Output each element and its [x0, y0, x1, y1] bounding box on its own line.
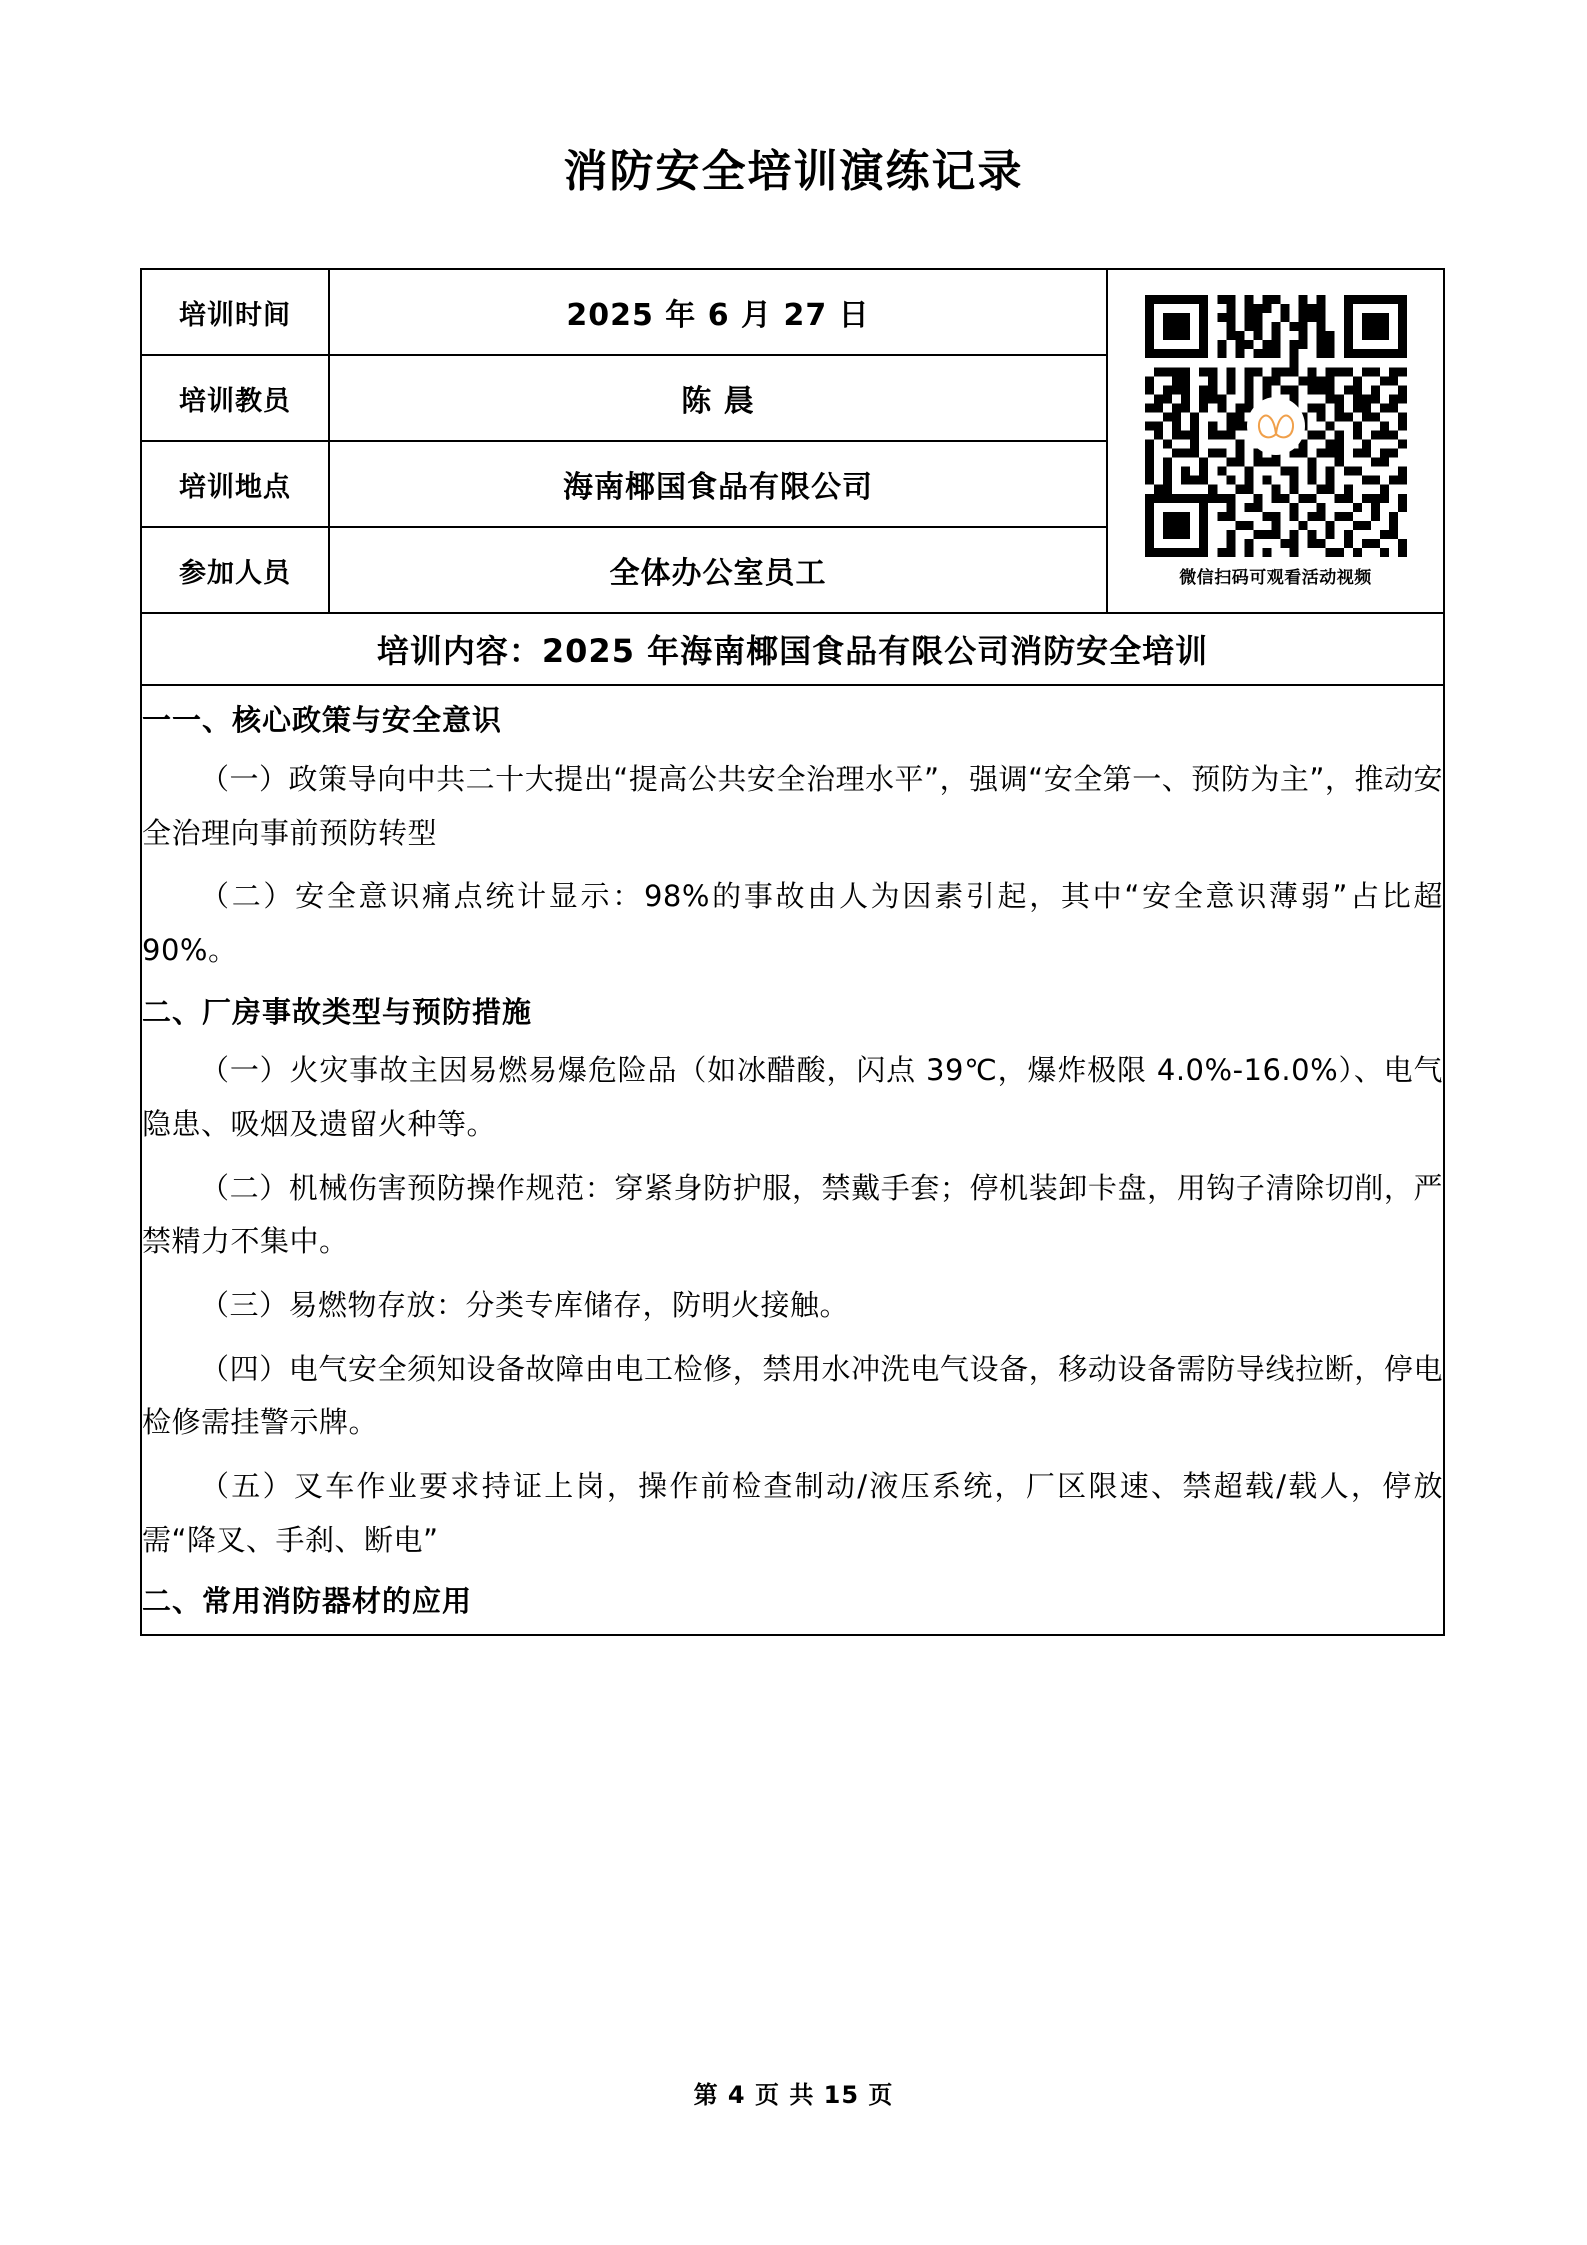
- label-trainer: 培训教员: [141, 355, 329, 441]
- label-location: 培训地点: [141, 441, 329, 527]
- page-footer: 第 4 页 共 15 页: [693, 2081, 894, 2109]
- value-participants: 全体办公室员工: [329, 527, 1107, 613]
- table-body: [141, 269, 1444, 1635]
- qr-caption: 微信扫码可观看活动视频: [1179, 567, 1372, 588]
- table-row-training-time: [141, 269, 1444, 355]
- section-heading: 二、厂房事故类型与预防措施: [142, 994, 533, 1029]
- page-title: 消防安全培训演练记录: [563, 146, 1024, 197]
- training-content-header: 培训内容：2025 年海南椰国食品有限公司消防安全培训: [141, 613, 1444, 685]
- training-content-body: [141, 685, 1444, 1635]
- qr-code-image[interactable]: [1145, 295, 1407, 557]
- content-paragraph: （五）叉车作业要求持证上岗，操作前检查制动/液压系统，厂区限速、禁超载/载人，停放需“降叉、手刹、断电”: [142, 1468, 1443, 1557]
- label-training-time: 培训时间: [141, 269, 329, 355]
- section-heading: 一一、核心政策与安全意识: [142, 703, 503, 737]
- value-training-time: 2025 年 6 月 27 日: [329, 269, 1107, 355]
- butterfly-logo-icon: [1256, 410, 1296, 442]
- content-paragraph: （二）机械伤害预防操作规范：穿紧身防护服，禁戴手套；停机装卸卡盘，用钩子清除切削，严禁精力不集中。: [142, 1170, 1443, 1259]
- qr-wrapper: [1108, 295, 1443, 588]
- value-location: 海南椰国食品有限公司: [329, 441, 1107, 527]
- content-paragraph: （一）火灾事故主因易燃易爆危险品（如冰醋酸，闪点 39℃，爆炸极限 4.0%-16.0%）、电气隐患、吸烟及遗留火种等。: [142, 1053, 1443, 1142]
- content-blocks: [142, 698, 1443, 1624]
- content-paragraph: （三）易燃物存放：分类专库储存，防明火接触。: [200, 1288, 850, 1322]
- value-trainer: 陈 晨: [329, 355, 1107, 441]
- content-paragraph: （二）安全意识痛点统计显示：98%的事故由人为因素引起，其中“安全意识薄弱”占比超 90%。: [142, 879, 1443, 967]
- content-paragraph: （四）电气安全须知设备故障由电工检修，禁用水冲洗电气设备，移动设备需防导线拉断，停电检修需挂警示牌。: [142, 1351, 1443, 1440]
- label-participants: 参加人员: [141, 527, 329, 613]
- table-row-content-header: [141, 613, 1444, 685]
- content-paragraph: （一）政策导向中共二十大提出“提高公共安全治理水平”，强调“安全第一、预防为主”，推动安全治理向事前预防转型: [142, 761, 1443, 850]
- qr-code-cell: [1107, 269, 1444, 613]
- table-row-body: [141, 685, 1444, 1635]
- section-heading: 二、常用消防器材的应用: [142, 1584, 473, 1619]
- qr-logo-badge: [1247, 397, 1305, 455]
- training-record-table: [140, 268, 1445, 1636]
